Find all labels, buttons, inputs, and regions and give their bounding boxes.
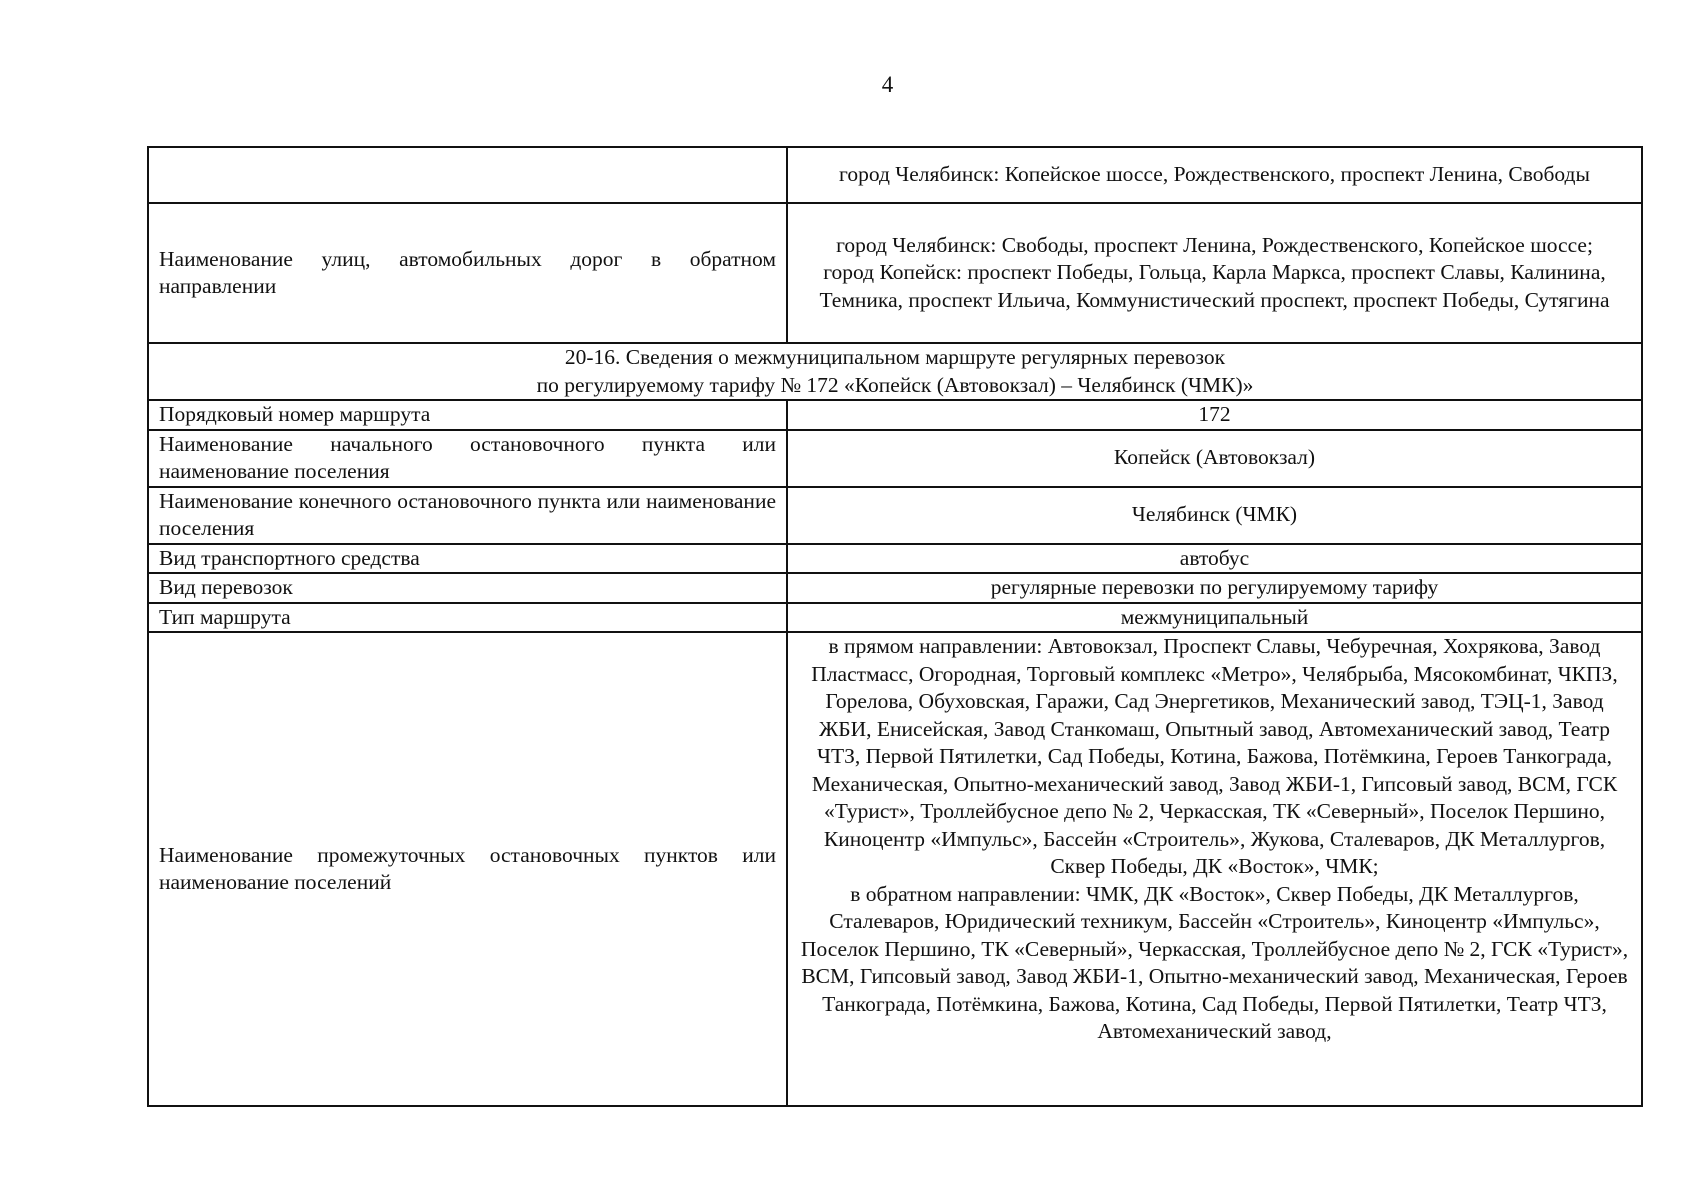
vehicle-type-label: Вид транспортного средства: [148, 544, 787, 574]
table-row: [148, 203, 1642, 343]
table-row: [148, 147, 1642, 203]
page-number: 4: [881, 72, 894, 97]
row-label-empty: [148, 147, 787, 203]
streets-reverse-kopeisk: город Копейск: проспект Победы, Гольца, Карла Маркса, проспект Славы, Калинина, Темника, проспект Ильича, Коммунистический проспект, проспект Победы, Сутягина: [819, 260, 1610, 312]
table-row: [148, 632, 1642, 1106]
start-stop-label: Наименование начального остановочного пункта или наименование поселения: [148, 430, 787, 487]
route-number-label: Порядковый номер маршрута: [148, 400, 787, 430]
table-row: [148, 573, 1642, 603]
transport-kind-label: Вид перевозок: [148, 573, 787, 603]
intermediate-stops-value: [787, 632, 1642, 1106]
start-stop-value: Копейск (Автовокзал): [787, 430, 1642, 487]
streets-reverse-value: [787, 203, 1642, 343]
route-type-label: Тип маршрута: [148, 603, 787, 633]
table-row: [148, 544, 1642, 574]
streets-reverse-chelyabinsk: город Челябинск: Свободы, проспект Ленина, Рождественского, Копейское шоссе;: [836, 232, 1593, 257]
end-stop-value: Челябинск (ЧМК): [787, 487, 1642, 544]
streets-reverse-label: Наименование улиц, автомобильных дорог в обратном направлении: [148, 203, 787, 343]
intermediate-stops-forward: в прямом направлении: Автовокзал, Проспект Славы, Чебуречная, Хохрякова, Завод Пластмасс, Огородная, Торговый комплекс «Метро», Челябрыба, Мясокомбинат, ЧКПЗ, Горелова, Обуховская, Гаражи, Сад Энергетиков, Механический завод, ТЭЦ-1, Завод ЖБИ, Енисейская, Завод Станкомаш, Опытный завод, Автомеханический завод, Театр ЧТЗ, Первой Пятилетки, Сад Победы, Котина, Бажова, Потёмкина, Героев Танкограда, Механическая, Опытно-механический завод, Завод ЖБИ-1, Гипсовый завод, ВСМ, ГСК «Турист», Троллейбусное депо № 2, Черкасская, ТК «Северный», Поселок Першино, Киноцентр «Импульс», Бассейн «Строитель», Жукова, Сталеваров, ДК Металлургов, Сквер Победы, ДК «Восток», ЧМК;: [811, 634, 1618, 878]
table-row: [148, 400, 1642, 430]
intermediate-stops-label: Наименование промежуточных остановочных пунктов или наименование поселений: [148, 632, 787, 1106]
route-number-value: 172: [787, 400, 1642, 430]
table-row: [148, 487, 1642, 544]
section-heading-line2: по регулируемому тарифу № 172 «Копейск (Автовокзал) – Челябинск (ЧМК)»: [536, 372, 1254, 397]
intermediate-stops-reverse: в обратном направлении: ЧМК, ДК «Восток», Сквер Победы, ДК Металлургов, Сталеваров, Юридический техникум, Бассейн «Строитель», Киноцентр «Импульс», Поселок Першино, ТК «Северный», Черкасская, Троллейбусное депо № 2, ГСК «Турист», ВСМ, Гипсовый завод, Завод ЖБИ-1, Опытно-механический завод, Механическая, Героев Танкограда, Потёмкина, Бажова, Котина, Сад Победы, Первой Пятилетки, Театр ЧТЗ, Автомеханический завод,: [800, 881, 1629, 1043]
section-heading: [148, 343, 1642, 400]
route-type-value: межмуниципальный: [787, 603, 1642, 633]
section-heading-row: [148, 343, 1642, 400]
end-stop-label: Наименование конечного остановочного пункта или наименование поселения: [148, 487, 787, 544]
streets-forward-value: город Челябинск: Копейское шоссе, Рождественского, проспект Ленина, Свободы: [787, 147, 1642, 203]
route-info-table: [147, 146, 1643, 1107]
vehicle-type-value: автобус: [787, 544, 1642, 574]
section-heading-line1: 20-16. Сведения о межмуниципальном маршруте регулярных перевозок: [564, 345, 1226, 369]
table-row: [148, 430, 1642, 487]
transport-kind-value: регулярные перевозки по регулируемому тарифу: [787, 573, 1642, 603]
table-row: [148, 603, 1642, 633]
